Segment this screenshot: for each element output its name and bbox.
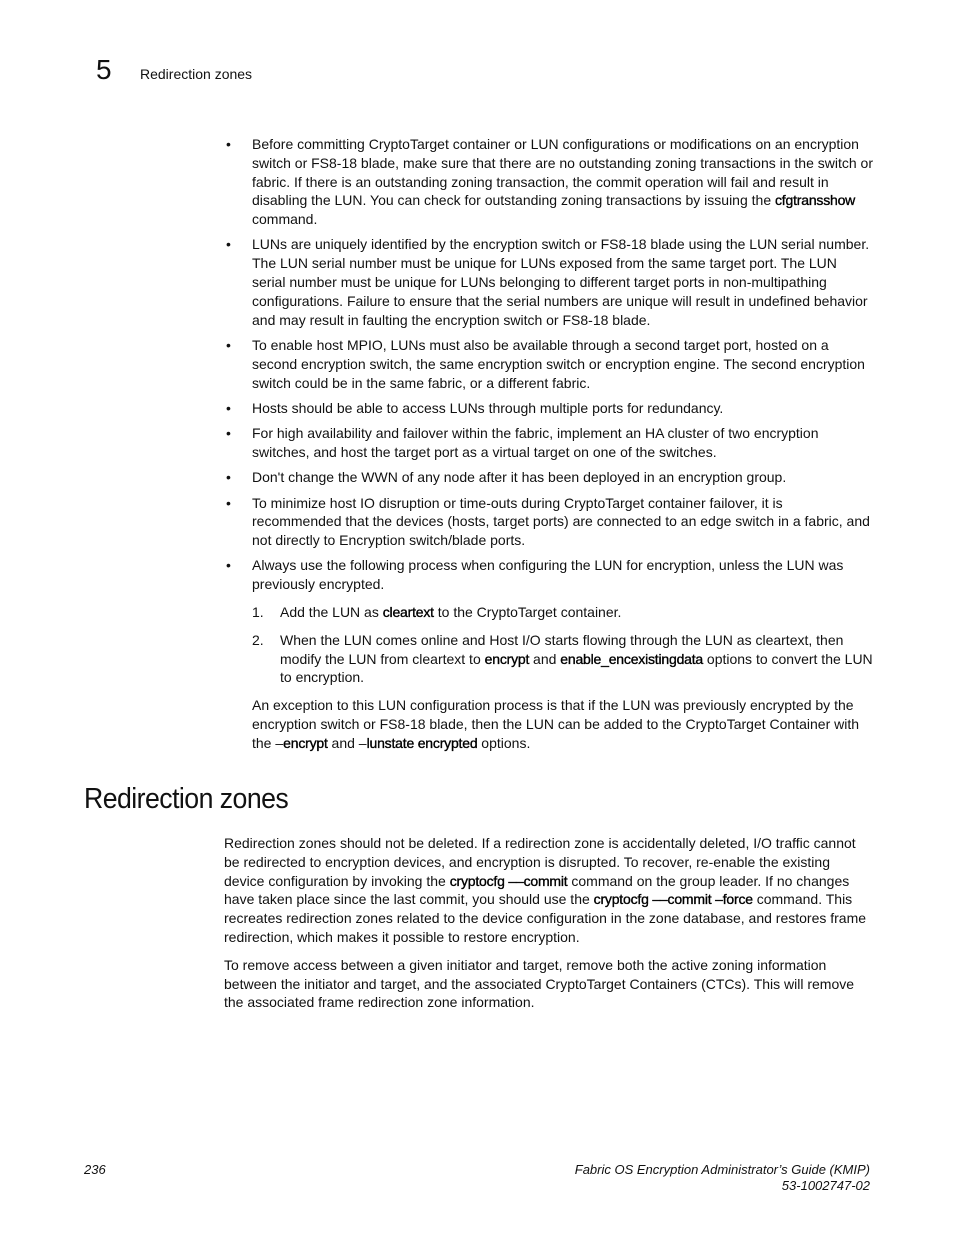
step-number: 2. bbox=[252, 631, 264, 648]
paragraph-text: command. This recreates redirection zones related to the device configuration in the zone database, and restores frame redirection, which makes it possible to restore encryption. bbox=[224, 891, 867, 945]
step-text: When the LUN comes online and Host I/O starts flowing through the LUN as cleartext, then modify the LUN from cleartext to bbox=[280, 631, 844, 667]
step-text: options to convert the LUN to encryption. bbox=[280, 650, 873, 686]
list-item bbox=[224, 556, 874, 752]
bullet-icon: • bbox=[226, 469, 231, 486]
exception-note bbox=[252, 696, 874, 752]
section-heading: Redirection zones bbox=[84, 783, 289, 815]
list-item bbox=[224, 336, 874, 392]
command-option: cleartext bbox=[382, 604, 434, 621]
book-title: Fabric OS Encryption Administrator’s Guide (KMIP) bbox=[574, 1162, 870, 1177]
chapter-number: 5 bbox=[96, 54, 112, 85]
item-text: Don't change the WWN of any node after it has been deployed in an encryption group. bbox=[252, 469, 787, 486]
note-text: and – bbox=[327, 734, 367, 751]
step-text: Add the LUN as bbox=[280, 604, 383, 621]
bullet-icon: • bbox=[226, 557, 231, 574]
list-item bbox=[224, 468, 874, 487]
bullet-icon: • bbox=[226, 494, 231, 511]
item-text: Hosts should be able to access LUNs through multiple ports for redundancy. bbox=[252, 399, 724, 416]
footer-book-info bbox=[575, 1162, 870, 1194]
bullet-icon: • bbox=[226, 236, 231, 253]
item-text: LUNs are uniquely identified by the encryption switch or FS8-18 blade using the LUN serial number. The LUN serial number must be unique for LUNs exposed from the same target port. The LUN serial number must be unique for LUNs belonging to different target ports in non-multipathing configurations. Failure to ensure that the serial numbers are unique will result in undefined behavior and may result in faulting the encryption switch or FS8-18 blade. bbox=[252, 236, 870, 328]
bullet-icon: • bbox=[226, 425, 231, 442]
command-name: cryptocfg ––commit bbox=[449, 872, 568, 889]
command-name: cryptocfg ––commit –force bbox=[593, 891, 753, 908]
step-number: 1. bbox=[252, 604, 264, 621]
item-text: Always use the following process when configuring the LUN for encryption, unless the LUN was previously encrypted. bbox=[252, 557, 844, 593]
section-body bbox=[224, 834, 872, 1021]
note-text: An exception to this LUN configuration process is that if the LUN was previously encrypted by the encryption switch or FS8-18 blade, then the LUN can be added to the CryptoTarget Container with the – bbox=[252, 697, 860, 751]
procedure-steps bbox=[252, 603, 874, 687]
command-name: cfgtransshow bbox=[775, 192, 856, 209]
page-number: 236 bbox=[84, 1162, 106, 1177]
item-text: To enable host MPIO, LUNs must also be available through a second target port, hosted on a second encryption switch, the same encryption switch or encryption engine. The second encryption switch could be in the same fabric, or a different fabric. bbox=[252, 336, 865, 391]
command-option: encrypt bbox=[484, 650, 530, 667]
paragraph bbox=[224, 834, 872, 947]
step-item bbox=[252, 631, 874, 687]
item-text: For high availability and failover within the fabric, implement an HA cluster of two encryption switches, and host the target port as a virtual target on one of the switches. bbox=[252, 425, 819, 460]
item-text: To minimize host IO disruption or time-outs during CryptoTarget container failover, it is recommended that the devices (hosts, target ports) are connected to an edge switch in a fabric, and not directly to Encryption switch/blade ports. bbox=[252, 494, 870, 549]
list-item bbox=[224, 135, 874, 229]
document-number: 53-1002747-02 bbox=[781, 1178, 870, 1193]
bullet-icon: • bbox=[226, 399, 231, 416]
command-option: lunstate encrypted bbox=[366, 734, 478, 751]
paragraph-text: command on the group leader. If no changes have taken place since the last commit, you should use the bbox=[224, 872, 850, 908]
item-text: Before committing CryptoTarget container or LUN configurations or modifications on an encryption switch or FS8-18 blade, make sure that there are no outstanding zoning transactions in the switch or fabric. If there is an outstanding zoning transaction, the commit operation will fail and result in disabling the LUN. You can check for outstanding zoning transactions by issuing the bbox=[252, 136, 874, 209]
step-text: to the CryptoTarget container. bbox=[433, 604, 622, 621]
list-item bbox=[224, 494, 874, 550]
bullet-icon: • bbox=[226, 336, 231, 353]
paragraph-text: Redirection zones should not be deleted. If a redirection zone is accidentally deleted, I/O traffic cannot be redirected to encryption devices, and encryption is disrupted. To recover, re-enable the existing device configuration by invoking the bbox=[224, 835, 856, 889]
command-option: encrypt bbox=[283, 734, 328, 751]
note-text: options. bbox=[477, 734, 531, 751]
bullet-icon: • bbox=[226, 136, 231, 152]
list-item bbox=[224, 424, 874, 462]
running-header-title: Redirection zones bbox=[140, 66, 253, 82]
paragraph: To remove access between a given initiator and target, remove both the active zoning information between the initiator and target, and the associated CryptoTarget Containers (CTCs). This will remove the associated frame redirection zone information. bbox=[224, 956, 855, 1011]
step-item bbox=[252, 603, 874, 622]
item-text: command. bbox=[252, 211, 318, 228]
step-text: and bbox=[529, 650, 561, 667]
list-item bbox=[224, 399, 874, 418]
list-item bbox=[224, 235, 874, 329]
command-option: enable_encexistingdata bbox=[560, 650, 704, 667]
guideline-list bbox=[224, 135, 874, 759]
